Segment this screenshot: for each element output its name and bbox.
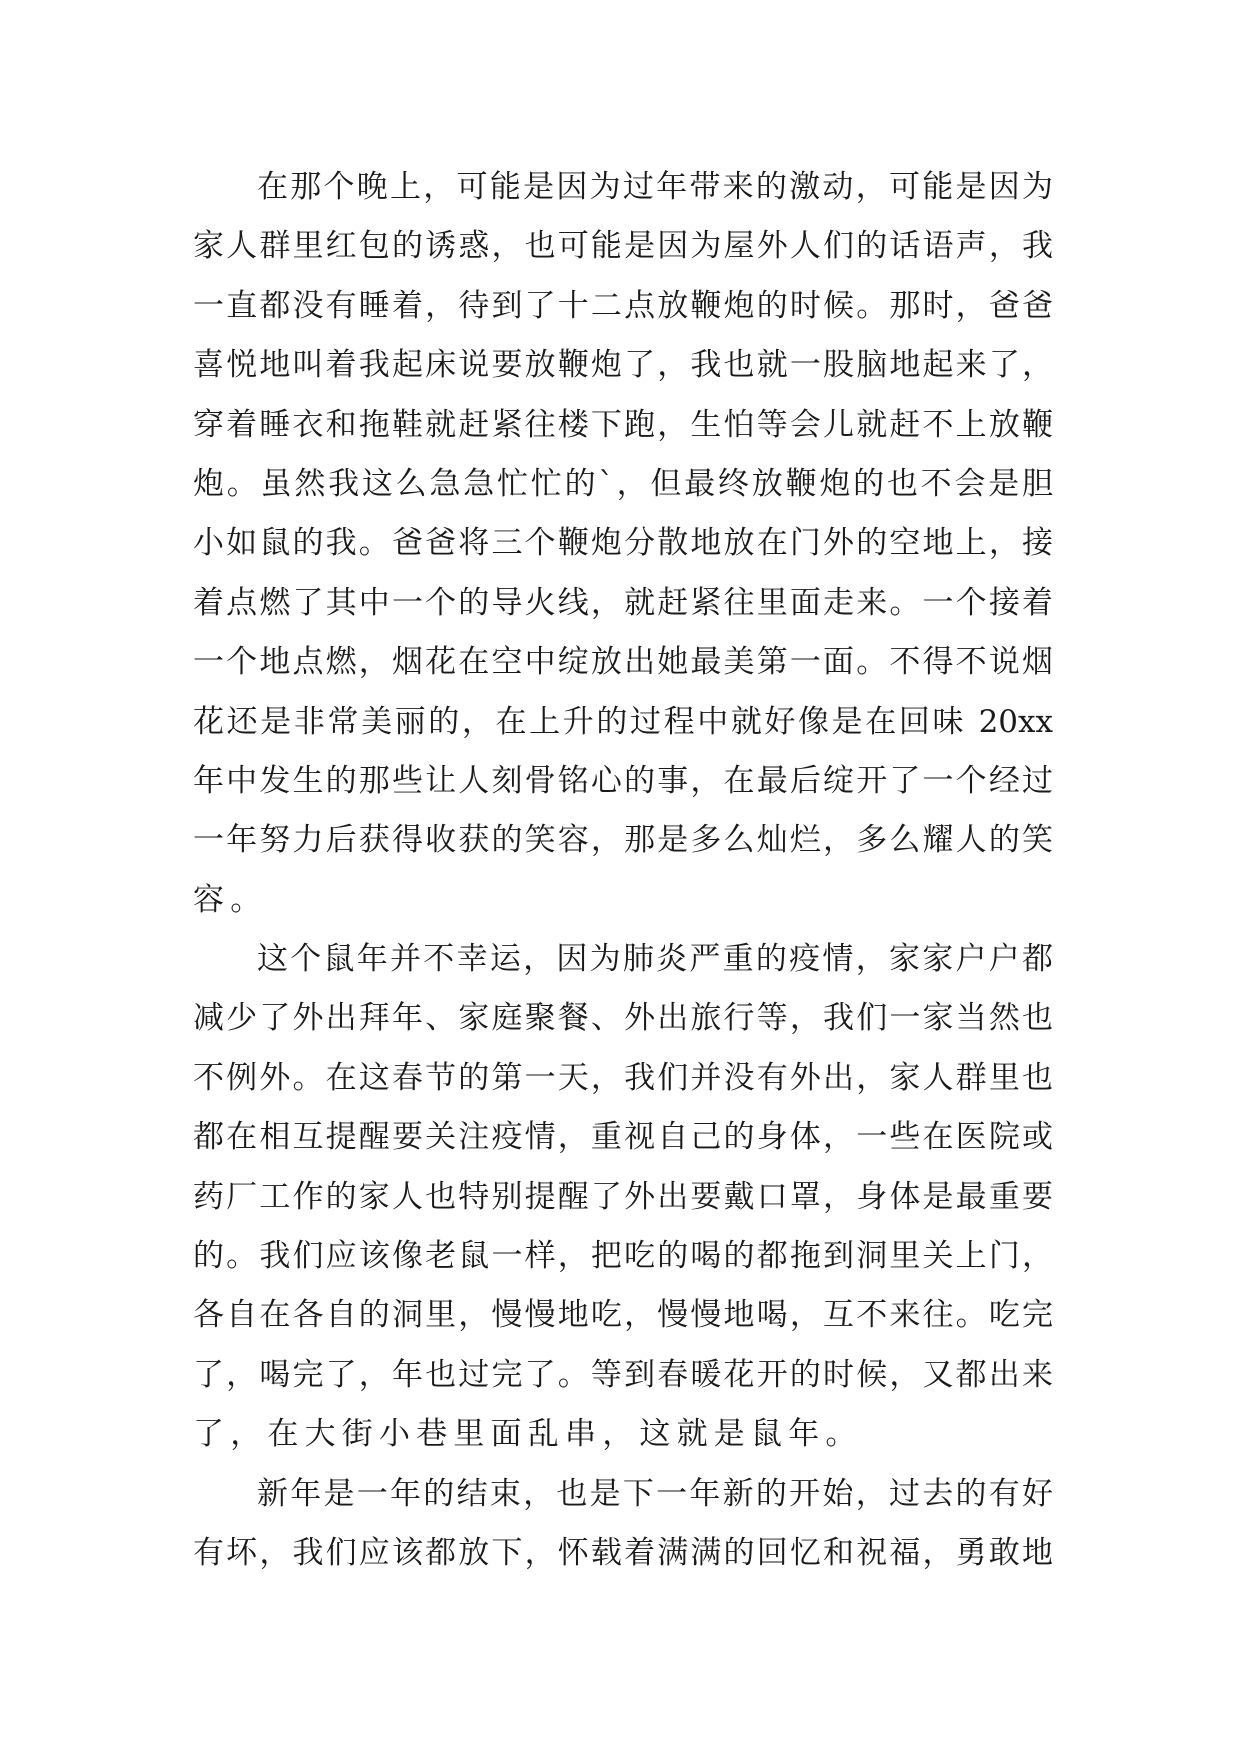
text-line: 一年努力后获得收获的笑容，那是多么灿烂，多么耀人的笑 — [193, 822, 1053, 859]
text-line: 容。 — [193, 881, 268, 918]
text-line: 的。我们应该像老鼠一样，把吃的喝的都拖到洞里关上门， — [193, 1238, 1053, 1275]
paragraph — [193, 1465, 1053, 1584]
body-text — [193, 158, 1053, 1583]
text-line: 着点燃了其中一个的导火线，就赶紧往里面走来。一个接着 — [193, 584, 1053, 621]
text-line: 了，在大街小巷里面乱串，这就是鼠年。 — [193, 1416, 863, 1453]
text-line: 一直都没有睡着，待到了十二点放鞭炮的时候。那时，爸爸 — [193, 287, 1053, 324]
text-line: 都在相互提醒要关注疫情，重视自己的身体，一些在医院或 — [193, 1119, 1053, 1156]
paragraph — [193, 158, 1053, 930]
text-line: 小如鼠的我。爸爸将三个鞭炮分散地放在门外的空地上，接 — [193, 525, 1053, 562]
text-line: 药厂工作的家人也特别提醒了外出要戴口罩，身体是最重要 — [193, 1178, 1053, 1215]
text-line: 花还是非常美丽的，在上升的过程中就好像是在回味 20xx — [193, 703, 1053, 740]
text-line: 一个地点燃，烟花在空中绽放出她最美第一面。不得不说烟 — [193, 644, 1053, 681]
text-line: 在那个晚上，可能是因为过年带来的激动，可能是因为 — [257, 169, 1053, 205]
text-line: 家人群里红包的诱惑，也可能是因为屋外人们的话语声，我 — [193, 228, 1053, 265]
text-line: 喜悦地叫着我起床说要放鞭炮了，我也就一股脑地起来了， — [193, 347, 1053, 384]
text-line: 有坏，我们应该都放下，怀载着满满的回忆和祝福，勇敢地 — [193, 1534, 1053, 1571]
text-line: 了，喝完了，年也过完了。等到春暖花开的时候，又都出来 — [193, 1356, 1053, 1393]
text-line: 穿着睡衣和拖鞋就赶紧往楼下跑，生怕等会儿就赶不上放鞭 — [193, 406, 1053, 443]
text-line: 各自在各自的洞里，慢慢地吃，慢慢地喝，互不来往。吃完 — [193, 1297, 1053, 1334]
paragraph — [193, 930, 1053, 1465]
text-line: 减少了外出拜年、家庭聚餐、外出旅行等，我们一家当然也 — [193, 1000, 1053, 1037]
text-line: 不例外。在这春节的第一天，我们并没有外出，家人群里也 — [193, 1059, 1053, 1096]
text-line: 这个鼠年并不幸运，因为肺炎严重的疫情，家家户户都 — [257, 941, 1053, 978]
text-line: 年中发生的那些让人刻骨铭心的事，在最后绽开了一个经过 — [193, 762, 1053, 799]
text-line: 新年是一年的结束，也是下一年新的开始，过去的有好 — [257, 1475, 1053, 1512]
text-line: 炮。虽然我这么急急忙忙的`，但最终放鞭炮的也不会是胆 — [193, 465, 1053, 502]
